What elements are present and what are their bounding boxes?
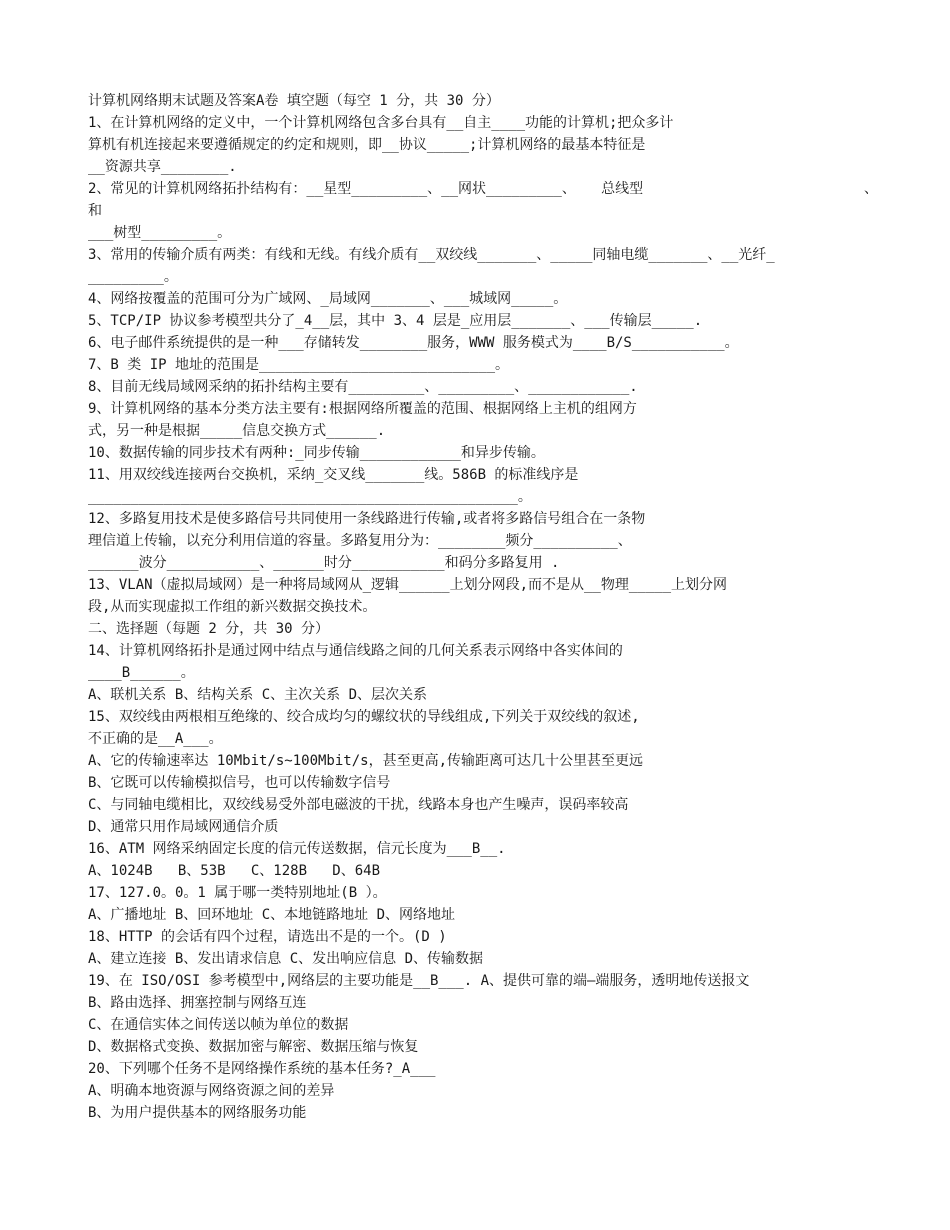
- question-3-line-1: 3、常用的传输介质有两类：有线和无线。有线介质有__双绞线_______、_____同轴电缆_______、__光纤_: [88, 247, 775, 263]
- question-20: 20、下列哪个任务不是网络操作系统的基本任务?_A___: [88, 1061, 436, 1077]
- document-title: 计算机网络期末试题及答案A卷 填空题（每空 1 分，共 30 分）: [88, 93, 500, 109]
- question-19-option-b: B、路由选择、拥塞控制与网络互连: [88, 995, 307, 1011]
- question-8: 8、目前无线局域网采纳的拓扑结构主要有_________、_________、____________.: [88, 379, 638, 395]
- question-14-options: A、联机关系 B、结构关系 C、主次关系 D、层次关系: [88, 687, 427, 703]
- question-15-option-a: A、它的传输速率达 10Mbit/s~100Mbit/s，甚至更高,传输距离可达几十公里甚至更远: [88, 753, 644, 769]
- question-20-option-b: B、为用户提供基本的网络服务功能: [88, 1105, 307, 1121]
- question-12-line-3: ______波分___________、______时分___________和码分多路复用 .: [88, 555, 560, 571]
- question-19: 19、在 ISO/OSI 参考模型中,网络层的主要功能是__B___. A、提供可靠的端—端服务，透明地传送报文: [88, 973, 750, 989]
- question-10: 10、数据传输的同步技术有两种:_同步传输____________和异步传输。: [88, 445, 545, 461]
- question-1-line-1: 1、在计算机网络的定义中，一个计算机网络包含多台具有__自主____功能的计算机;把众多计: [88, 115, 674, 131]
- question-17: 17、127.0。0。1 属于哪一类特别地址(B ）。: [88, 885, 387, 901]
- question-15-line-2: 不正确的是__A___。: [88, 731, 223, 747]
- question-18-options: A、建立连接 B、发出请求信息 C、发出响应信息 D、传输数据: [88, 951, 483, 967]
- question-15-option-d: D、通常只用作局域网通信介质: [88, 819, 279, 835]
- question-6: 6、电子邮件系统提供的是一种___存储转发________服务，WWW 服务模式为____B/S___________。: [88, 335, 739, 351]
- question-15-line-1: 15、双绞线由两根相互绝缘的、绞合成均匀的螺纹状的导线组成,下列关于双绞线的叙述,: [88, 709, 640, 725]
- question-16-options: A、1024B B、53B C、128B D、64B: [88, 863, 381, 879]
- question-15-option-c: C、与同轴电缆相比，双绞线易受外部电磁波的干扰，线路本身也产生噪声，误码率较高: [88, 797, 629, 813]
- question-12-line-2: 理信道上传输，以充分利用信道的容量。多路复用分为：________频分__________、: [88, 533, 632, 549]
- question-20-option-a: A、明确本地资源与网络资源之间的差异: [88, 1083, 335, 1099]
- question-14-line-1: 14、计算机网络拓扑是通过网中结点与通信线路之间的几何关系表示网络中各实体间的: [88, 643, 623, 659]
- question-11-line-2: ___________________________________________________。: [88, 489, 532, 505]
- question-2-line-3: ___树型_________。: [88, 225, 232, 241]
- question-2-line-1: [88, 178, 878, 200]
- question-13-line-2: 段,从而实现虚拟工作组的新兴数据交换技术。: [88, 599, 377, 615]
- question-19-option-c: C、在通信实体之间传送以帧为单位的数据: [88, 1017, 349, 1033]
- question-18: 18、HTTP 的会话有四个过程，请选出不是的一个。(D ): [88, 929, 447, 945]
- question-11-line-1: 11、用双绞线连接两台交换机，采纳_交叉线_______线。586B 的标准线序是: [88, 467, 579, 483]
- question-1-line-3: __资源共享________.: [88, 159, 237, 175]
- question-4: 4、网络按覆盖的范围可分为广域网、_局域网_______、___城域网_____。: [88, 291, 568, 307]
- question-3-line-2: _________。: [88, 269, 178, 285]
- question-9-line-2: 式，另一种是根据_____信息交换方式______.: [88, 423, 386, 439]
- question-19-option-d: D、数据格式变换、数据加密与解密、数据压缩与恢复: [88, 1039, 419, 1055]
- section-2-heading: 二、选择题（每题 2 分，共 30 分）: [88, 621, 330, 637]
- question-16: 16、ATM 网络采纳固定长度的信元传送数据，信元长度为___B__.: [88, 841, 506, 857]
- question-2-line-2: 和: [88, 203, 102, 219]
- question-7: 7、B 类 IP 地址的范围是____________________________。: [88, 357, 510, 373]
- question-9-line-1: 9、计算机网络的基本分类方法主要有:根据网络所覆盖的范围、根据网络上主机的组网方: [88, 401, 637, 417]
- question-17-options: A、广播地址 B、回环地址 C、本地链路地址 D、网络地址: [88, 907, 455, 923]
- question-5: 5、TCP/IP 协议参考模型共分了_4__层，其中 3、4 层是_应用层_______、___传输层_____.: [88, 313, 703, 329]
- question-12-line-1: 12、多路复用技术是使多路信号共同使用一条线路进行传输,或者将多路信号组合在一条物: [88, 511, 646, 527]
- document-page: [88, 90, 878, 1124]
- question-15-option-b: B、它既可以传输模拟信号，也可以传输数字信号: [88, 775, 391, 791]
- question-13-line-1: 13、VLAN（虚拟局域网）是一种将局域网从_逻辑______上划分网段,而不是从__物理_____上划分网: [88, 577, 728, 593]
- question-2-line-1-tail: 、: [864, 181, 878, 197]
- question-2-line-1-text: 2、常见的计算机网络拓扑结构有：__星型_________、__网状_________、 总线型: [88, 181, 644, 197]
- question-1-line-2: 算机有机连接起来要遵循规定的约定和规则，即__协议_____;计算机网络的最基本特征是: [88, 137, 646, 153]
- question-14-line-2: ____B______。: [88, 665, 195, 681]
